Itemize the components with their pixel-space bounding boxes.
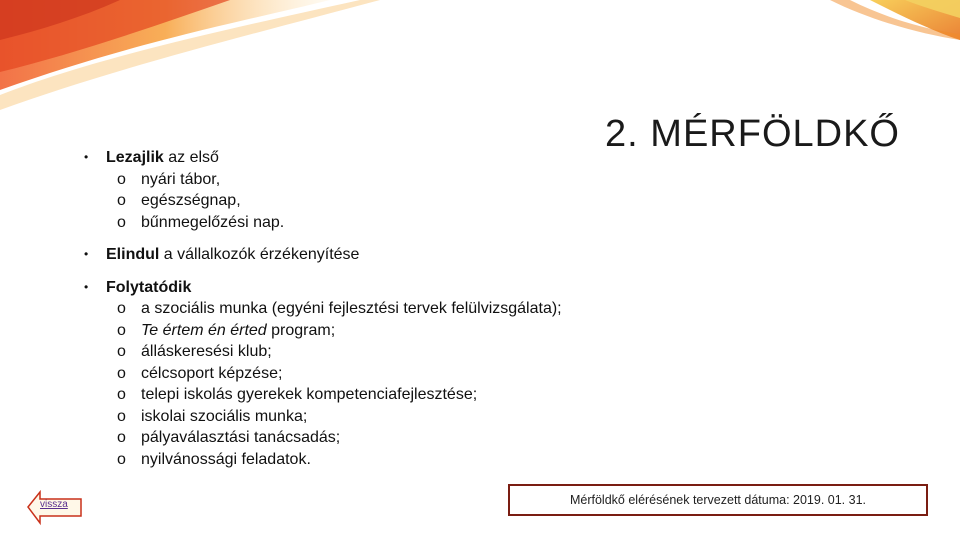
sub-bullet-icon: o bbox=[117, 321, 126, 339]
sub-bullet-icon: o bbox=[117, 386, 126, 403]
sub-bullet-icon: o bbox=[117, 343, 126, 360]
bullet-dot: • bbox=[84, 247, 89, 261]
list-item: o bűnmegelőzési nap. bbox=[106, 212, 782, 234]
list-item: o nyári tábor, bbox=[106, 169, 782, 191]
sub-bullet-icon: o bbox=[117, 450, 126, 468]
list-item: o a szociális munka (egyéni fejlesztési tervek felülvizsgálata); bbox=[106, 298, 782, 320]
bullet-dot: • bbox=[84, 279, 89, 294]
bullet-lezajlik bbox=[82, 147, 782, 233]
list-item: o Te értem én érted program; bbox=[106, 320, 782, 342]
list-item: o egészségnap, bbox=[106, 190, 782, 212]
bullet-elindul bbox=[82, 244, 782, 266]
sub-bullet-icon: o bbox=[117, 192, 126, 209]
bullet-lead: Elindul bbox=[106, 246, 160, 263]
bullet-rest: a vállalkozók érzékenyítése bbox=[159, 246, 360, 263]
bullet-lead: Folytatódik bbox=[106, 278, 192, 296]
list-item: o telepi iskolás gyerekek kompetenciafejlesztése; bbox=[106, 384, 782, 406]
list-item: o iskolai szociális munka; bbox=[106, 406, 782, 428]
sub-bullet-icon: o bbox=[117, 364, 126, 382]
bullet-lead: Lezajlik bbox=[106, 149, 164, 166]
sub-bullet-icon: o bbox=[117, 300, 126, 317]
sub-bullet-icon: o bbox=[117, 407, 126, 425]
list-item: o álláskeresési klub; bbox=[106, 341, 782, 363]
list-item: o nyilvánossági feladatok. bbox=[106, 449, 782, 471]
list-item: o pályaválasztási tanácsadás; bbox=[106, 427, 782, 449]
list-item: o célcsoport képzése; bbox=[106, 363, 782, 385]
sub-bullet-icon: o bbox=[117, 429, 126, 446]
bullet-rest: az első bbox=[163, 149, 219, 166]
program-name: Te értem én érted bbox=[141, 321, 267, 339]
bullet-dot: • bbox=[84, 150, 89, 164]
slide-content bbox=[82, 147, 782, 470]
sub-list bbox=[106, 169, 782, 234]
sub-bullet-icon: o bbox=[117, 170, 126, 188]
slide-title: 2. MÉRFÖLDKŐ bbox=[605, 113, 900, 156]
back-link[interactable]: vissza bbox=[40, 499, 68, 510]
bullet-folytatodik bbox=[82, 277, 782, 471]
sub-bullet-icon: o bbox=[117, 213, 126, 231]
back-button[interactable] bbox=[27, 490, 83, 526]
sub-list bbox=[106, 298, 782, 470]
milestone-date-box: Mérföldkő elérésének tervezett dátuma: 2019. 01. 31. bbox=[508, 484, 928, 516]
